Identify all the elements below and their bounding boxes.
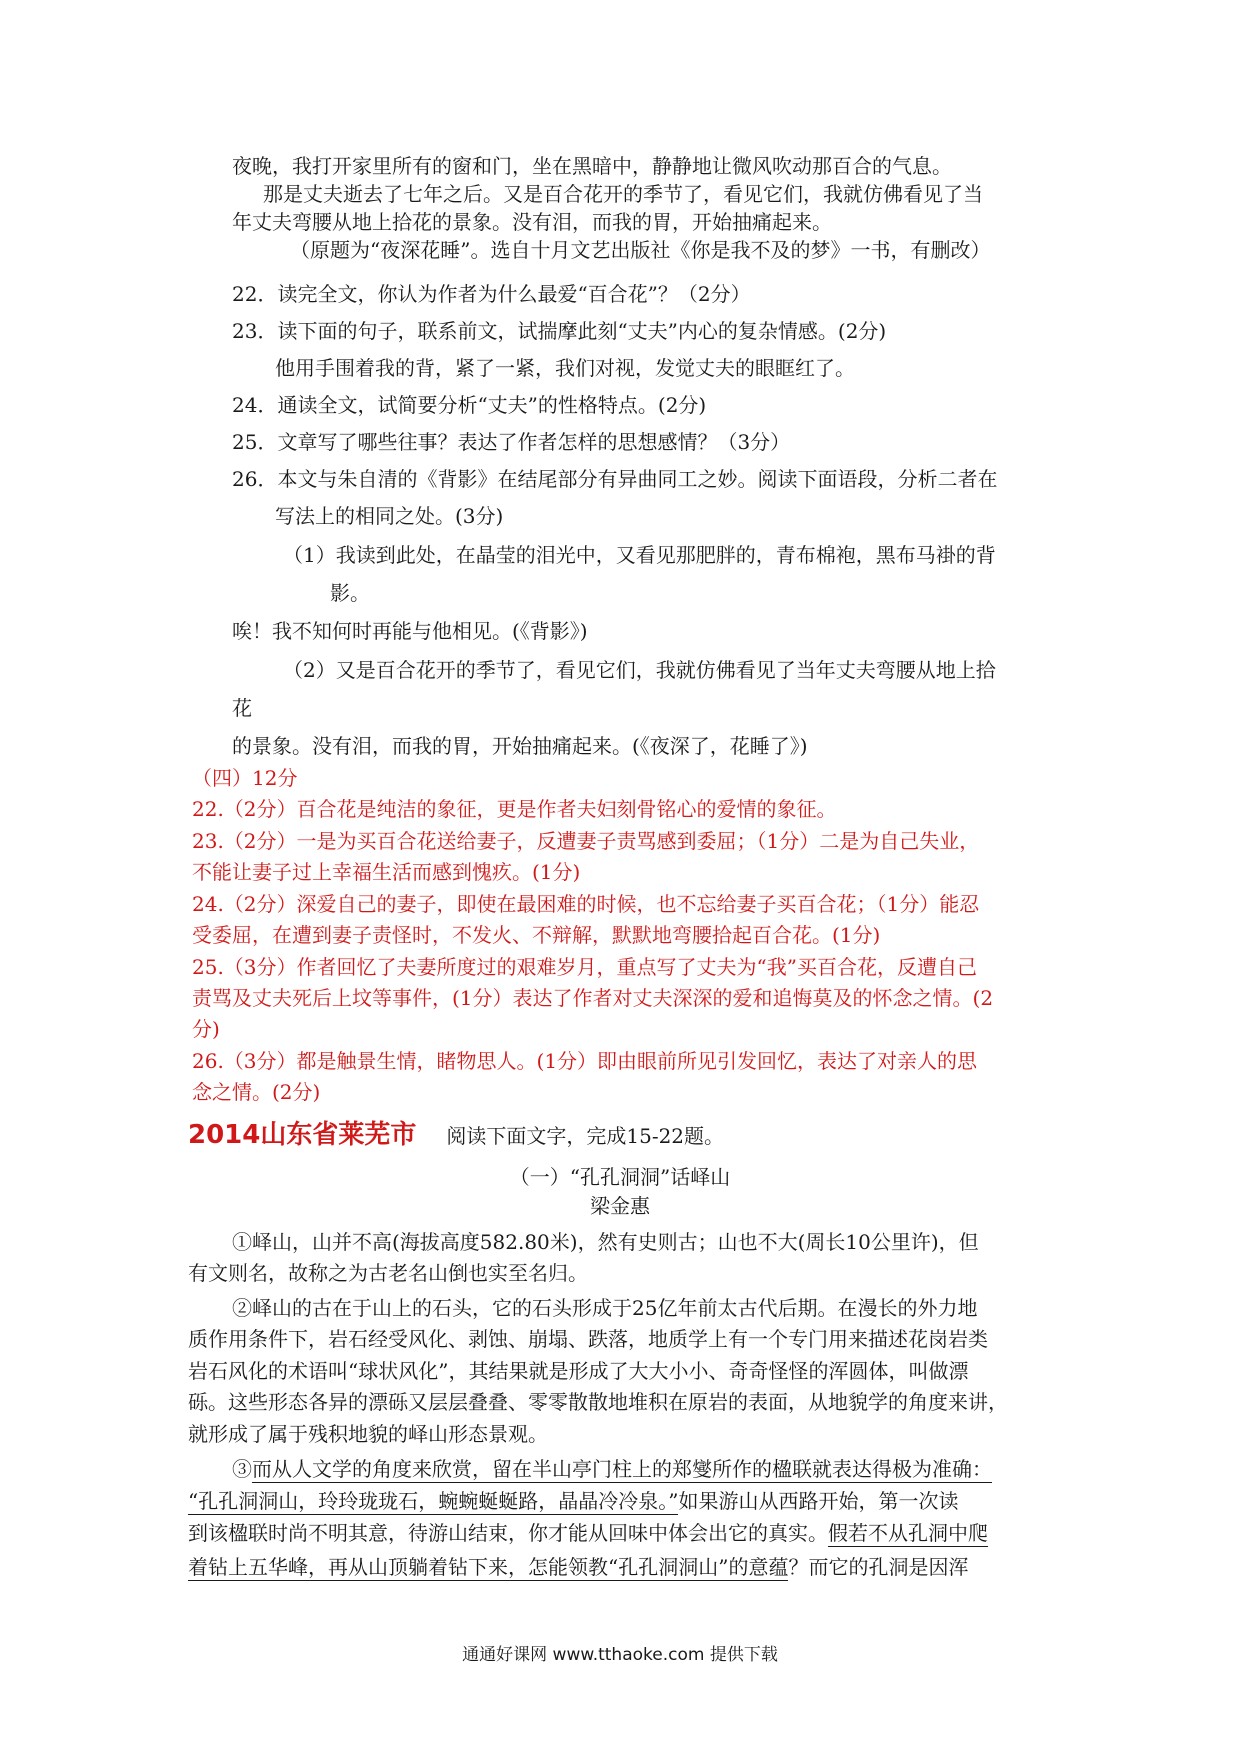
question-25: 25．文章写了哪些往事？表达了作者怎样的思想感情？（3分） (232, 430, 791, 454)
story-line: 夜晚，我打开家里所有的窗和门，坐在黑暗中，静静地让微风吹动那百合的气息。 (232, 154, 952, 178)
story-source: （原题为“夜深花睡”。选自十月文艺出版社《你是我不及的梦》一书，有删改） (290, 238, 991, 262)
paragraph-3 (188, 1520, 988, 1546)
paragraph-1: ①峄山，山并不高(海拔高度582.80米)，然有史则古；山也不大(周长10公里许)，但 (232, 1230, 979, 1254)
question-26-passage: （1）我读到此处，在晶莹的泪光中，又看见那肥胖的，青布棉袍，黑布马褂的背 (283, 543, 996, 567)
paragraph-2: 砾。这些形态各异的漂砾又层层叠叠、零零散散地堆积在原岩的表面，从地貌学的角度来讲， (188, 1390, 1008, 1414)
question-26-passage: 影。 (330, 581, 370, 605)
underlined-couplet: “孔孔洞洞山，玲玲珑珑石，蜿蜿蜒蜒路，晶晶冷冷泉。” (188, 1489, 679, 1513)
question-26-passage: 唉！我不知何时再能与他相见。(《背影》) (232, 619, 588, 643)
story-line: 年丈夫弯腰从地上拾花的景象。没有泪，而我的胃，开始抽痛起来。 (232, 210, 832, 234)
reading-instruction: 阅读下面文字，完成15-22题。 (446, 1124, 725, 1148)
answer-25: 25.（3分）作者回忆了夫妻所度过的艰难岁月，重点写了丈夫为“我”买百合花，反遭自己 (192, 955, 977, 979)
paragraph-2: ②峄山的古在于山上的石头，它的石头形成于25亿年前太古代后期。在漫长的外力地 (232, 1296, 978, 1320)
answer-25: 分) (192, 1017, 220, 1041)
underlined-sentence: 假若不从孔洞中爬 (828, 1521, 988, 1545)
paragraph-3 (232, 1456, 992, 1482)
answer-23: 23.（2分）一是为买百合花送给妻子，反遭妻子责骂感到委屈；（1分）二是为自己失业， (192, 829, 980, 853)
paragraph-number: ③ (232, 1457, 252, 1481)
paragraph-text: ？而它的孔洞是因浑 (788, 1555, 969, 1579)
answer-25: 责骂及丈夫死后上坟等事件，(1分）表达了作者对丈夫深深的爱和追悔莫及的怀念之情。(2 (192, 986, 994, 1010)
answer-24: 受委屈，在遭到妻子责怪时，不发火、不辩解，默默地弯腰拾起百合花。(1分) (192, 923, 881, 947)
paragraph-1: 有文则名，故称之为古老名山倒也实至名归。 (188, 1261, 588, 1285)
paragraph-2: 就形成了属于残积地貌的峄山形态景观。 (188, 1422, 548, 1446)
paragraph-2: 岩石风化的术语叫“球状风化”，其结果就是形成了大大小小、奇奇怪怪的浑圆体，叫做漂 (188, 1359, 969, 1383)
paragraph-text: 到该楹联时尚不明其意，待游山结束，你才能从回味中体会出它的真实。 (188, 1521, 828, 1545)
underlined-sentence: 着钻上五华峰，再从山顶躺着钻下来，怎能领教“孔孔洞洞山”的意蕴 (188, 1555, 789, 1579)
passage-title: （一）“孔孔洞洞”话峄山 (509, 1165, 731, 1189)
question-26: 26．本文与朱自清的《背影》在结尾部分有异曲同工之妙。阅读下面语段，分析二者在 (232, 467, 998, 491)
underlined-sentence: 而从人文学的角度来欣赏，留在半山亭门柱上的郑燮所作的楹联就表达得极为准确： (252, 1457, 992, 1481)
paragraph-3 (188, 1488, 958, 1514)
passage-author: 梁金惠 (590, 1194, 650, 1218)
question-24: 24．通读全文，试简要分析“丈夫”的性格特点。(2分) (232, 393, 707, 417)
answer-22: 22.（2分）百合花是纯洁的象征，更是作者夫妇刻骨铭心的爱情的象征。 (192, 797, 837, 821)
question-26-passage: 的景象。没有泪，而我的胃，开始抽痛起来。(《夜深了，花睡了》) (232, 734, 808, 758)
answer-26: 念之情。(2分) (192, 1080, 321, 1104)
paragraph-3 (188, 1554, 968, 1580)
region-heading: 2014山东省莱芜市 (188, 1120, 417, 1150)
question-26-passage: 花 (232, 696, 252, 720)
answer-section-heading: （四）12分 (192, 766, 298, 790)
answer-24: 24.（2分）深爱自己的妻子，即使在最困难的时候，也不忘给妻子买百合花；（1分）能忍 (192, 892, 980, 916)
question-23: 23．读下面的句子，联系前文，试揣摩此刻“丈夫”内心的复杂情感。(2分) (232, 319, 887, 343)
paragraph-2: 质作用条件下，岩石经受风化、剥蚀、崩塌、跌落，地质学上有一个专门用来描述花岗岩类 (188, 1327, 988, 1351)
question-23-quote: 他用手围着我的背，紧了一紧，我们对视，发觉丈夫的眼眶红了。 (275, 356, 855, 380)
question-26-passage: （2）又是百合花开的季节了，看见它们，我就仿佛看见了当年丈夫弯腰从地上拾 (283, 658, 996, 682)
story-line: 那是丈夫逝去了七年之后。又是百合花开的季节了，看见它们，我就仿佛看见了当 (263, 182, 983, 206)
page-footer: 通通好课网 www.tthaoke.com 提供下载 (462, 1645, 778, 1665)
question-26: 写法上的相同之处。(3分) (275, 504, 504, 528)
section-heading-line (188, 1118, 724, 1153)
answer-26: 26.（3分）都是触景生情，睹物思人。(1分）即由眼前所见引发回忆，表达了对亲人的思 (192, 1049, 978, 1073)
paragraph-text: 如果游山从西路开始，第一次读 (678, 1489, 959, 1513)
answer-23: 不能让妻子过上幸福生活而感到愧疚。(1分) (192, 860, 581, 884)
question-22: 22．读完全文，你认为作者为什么最爱“百合花”？（2分） (232, 282, 751, 306)
